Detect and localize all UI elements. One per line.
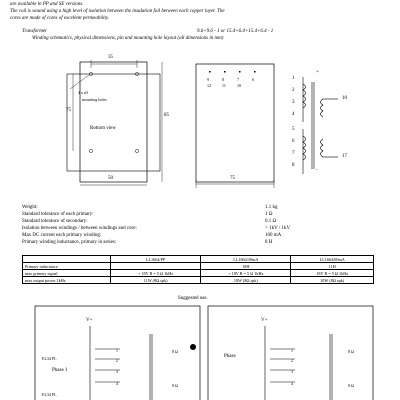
schematic-pin: 3 (292, 100, 295, 105)
pin-label: 10 (237, 83, 241, 88)
dimension-drawing (0, 44, 400, 204)
spec-row: Primary winding inductance, primary in series: 8 H (22, 240, 273, 245)
left-phase: Phase 1 (52, 368, 68, 373)
schematic-right-pin: 10 (342, 96, 347, 101)
intro-line-3: cores are made of cores of excellent permeability. (10, 16, 110, 21)
schematic-pin: 5 (292, 127, 295, 132)
schematic-pin: 2 (292, 88, 295, 93)
pin-label: 9 (207, 77, 209, 82)
left-pin: 2 (116, 358, 118, 363)
left-out: 0 Ω (172, 383, 178, 388)
spec-row: Weight: 1.1 kg (22, 205, 278, 210)
suggested-title: Suggested use. (178, 296, 208, 301)
table-row: Primary inductance 18H 11H (23, 263, 374, 270)
table-row: max primary signal + 18V R = 5 Ω 1kHz + 18V R = 5 Ω 1kHz 18V R = 5 Ω 1kHz (23, 270, 374, 277)
left-supply: V+ (86, 318, 93, 323)
header-left: Transformer (22, 29, 48, 34)
right-pin: 2 (291, 358, 293, 363)
schematic-minus: - (316, 168, 318, 173)
left-pin: 4 (116, 381, 118, 386)
schematic-plus: + (316, 70, 319, 75)
header-subtitle: Winding schematics, physical dimensions, pin and mounting hole layout (all dimensions in mm) (32, 36, 224, 41)
bottom-view-label: Bottom view (90, 126, 116, 131)
table-row: max output power 1kHz 11W (8Ω spk) 10W (8Ω spk) 10W (8Ω spk) (23, 277, 374, 284)
right-pin: 4 (291, 381, 293, 386)
right-out: 8 Ω (348, 349, 354, 354)
header-right: 9.6+9.6 - 1 or 15.4+6.4+15.4+6.4 - 1 (197, 29, 274, 34)
right-pin: 3 (291, 369, 293, 374)
dim-top: 35 (108, 55, 113, 60)
table-header-row: LL1664/PP LL1664/30mA LL1664/60mA (23, 256, 374, 263)
schematic-right-pin: 17 (342, 154, 347, 159)
schematic-pin: 8 (292, 163, 295, 168)
bottom-view-box (80, 62, 147, 182)
winding-schematic (303, 77, 338, 174)
pin-label: 7 (237, 77, 239, 82)
spec-list (22, 205, 362, 247)
spec-row: Standard tolerance of secondary: 0.1 Ω (22, 219, 277, 224)
spec-row: Isolation between windings / between windings and core: > 1kV / 1kV (22, 226, 291, 231)
left-pin: 1 (116, 348, 118, 353)
schematic-pin: 7 (292, 151, 295, 156)
right-phase: Phase (224, 354, 236, 359)
dim-side: 75 (230, 176, 235, 181)
dim-right: 85 (164, 113, 169, 118)
hole-label: mounting holes (82, 97, 107, 102)
spec-row: Max DC current each primary winding: 100 mA (22, 233, 282, 238)
intro-line-1: are available in PP and SE versions. (10, 2, 84, 7)
left-out: 8 Ω (172, 349, 178, 354)
hole-dim: 4 x ø3 (78, 90, 88, 95)
pin-label: 8 (222, 77, 224, 82)
left-tube-2: EL34 PL (42, 392, 57, 397)
spec-table (22, 255, 374, 284)
intro-line-2: The coil is wound using a high level of isolation between the insulation foil between each copper layer. The (10, 9, 225, 14)
left-tube-1: EL34 PL (42, 356, 57, 361)
right-out: 0 Ω (348, 383, 354, 388)
left-pin: 3 (116, 369, 118, 374)
pin-label: 11 (222, 83, 226, 88)
schematic-pin: 4 (292, 112, 295, 117)
outline-box (67, 74, 160, 171)
right-supply: V+ (261, 318, 268, 323)
dim-left: 75 (66, 108, 71, 113)
pin-label: 6 (252, 77, 254, 82)
suggested-use-diagram (0, 304, 400, 400)
pin-label: 12 (207, 83, 211, 88)
spec-row: Standard tolerance of each primary: 1 Ω (22, 212, 273, 217)
schematic-pin: 1 (292, 76, 295, 81)
mounting-hole (135, 149, 138, 152)
schematic-pin: 6 (292, 139, 295, 144)
dim-bottom: 50 (108, 176, 113, 181)
mounting-hole (89, 149, 92, 152)
right-pin: 1 (291, 348, 293, 353)
